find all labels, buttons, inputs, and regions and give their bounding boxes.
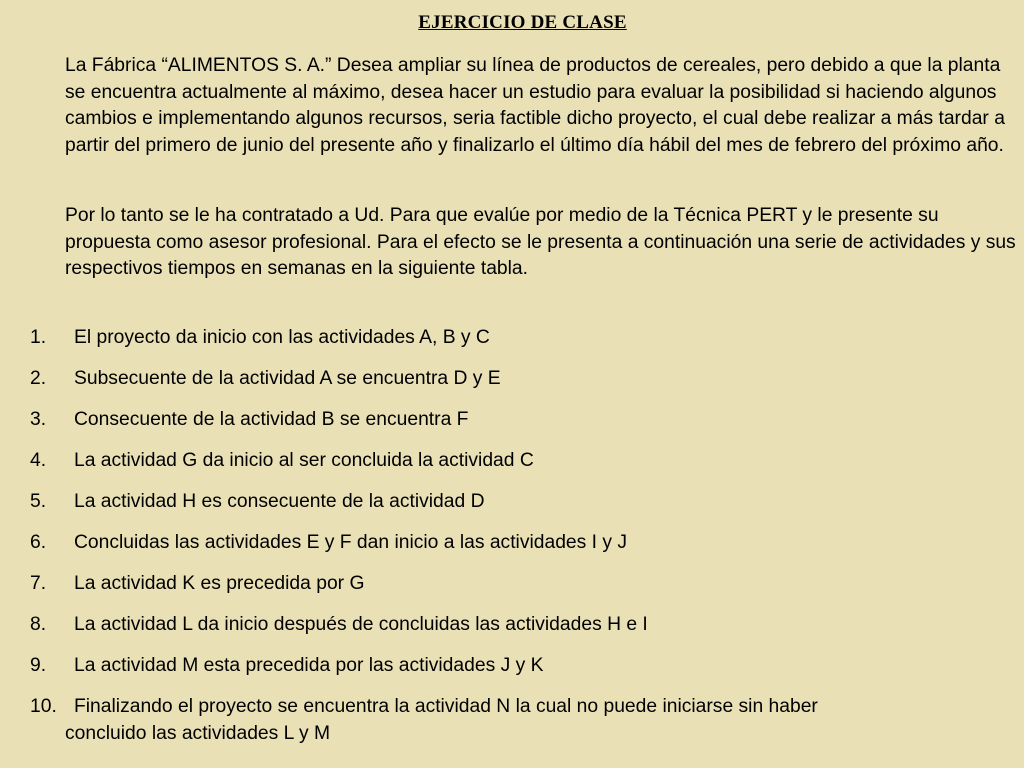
- list-item: [0, 653, 964, 680]
- list-item: [0, 571, 964, 598]
- list-item-text: Finalizando el proyecto se encuentra la actividad N la cual no puede iniciarse sin haber: [74, 696, 818, 717]
- slide-title: EJERCICIO DE CLASE: [418, 12, 627, 33]
- list-item-number: 8.: [30, 614, 47, 635]
- list-item-text: Concluidas las actividades E y F dan inicio a las actividades I y J: [74, 532, 627, 553]
- list-item-text: La actividad L da inicio después de concluidas las actividades H e I: [74, 614, 648, 635]
- list-item-text: La actividad H es consecuente de la actividad D: [74, 491, 485, 512]
- list-item-number: 3.: [30, 409, 47, 430]
- list-item-text: La actividad G da inicio al ser concluida la actividad C: [74, 450, 534, 471]
- list-item: [0, 612, 964, 639]
- list-item: [0, 489, 964, 516]
- list-item-text: Consecuente de la actividad B se encuentra F: [74, 409, 469, 430]
- list-item: [0, 407, 964, 434]
- list-item: [0, 694, 890, 747]
- list-item-text: Subsecuente de la actividad A se encuentra D y E: [74, 368, 501, 389]
- list-item-number: 1.: [30, 327, 47, 348]
- list-item-number: 6.: [30, 532, 47, 553]
- list-item-number: 9.: [30, 655, 47, 676]
- list-item-number: 4.: [30, 450, 47, 471]
- list-item-text: El proyecto da inicio con las actividades A, B y C: [74, 327, 490, 348]
- activity-list: [0, 325, 1024, 762]
- list-item-number: 2.: [30, 368, 47, 389]
- list-item-number: 10.: [30, 696, 57, 717]
- list-item-text: La actividad M esta precedida por las actividades J y K: [74, 655, 544, 676]
- list-item: [0, 530, 964, 557]
- instructions-paragraph: Por lo tanto se le ha contratado a Ud. Para que evalúe por medio de la Técnica PERT y le presente su propuesta como asesor profesional. Para el efecto se le presenta a continuación una serie de actividades y sus respectivos tiempos en semanas en la siguiente tabla.: [65, 205, 1016, 279]
- list-item-text-continued: concluido las actividades L y M: [65, 722, 331, 744]
- list-item: [0, 448, 964, 475]
- list-item-number: 5.: [30, 491, 47, 512]
- intro-paragraph: La Fábrica “ALIMENTOS S. A.” Desea ampliar su línea de productos de cereales, pero debido a que la planta se encuentra actualmente al máximo, desea hacer un estudio para evaluar la posibilidad si haciendo algunos cambios e implementando algunos recursos, seria factible dicho proyecto, el cual debe realizar a más tardar a partir del primero de junio del presente año y finalizarlo el último día hábil del mes de febrero del próximo año.: [65, 55, 1005, 156]
- list-item: [0, 366, 964, 393]
- list-item: [0, 325, 964, 352]
- list-item-text: La actividad K es precedida por G: [74, 573, 365, 594]
- list-item-number: 7.: [30, 573, 47, 594]
